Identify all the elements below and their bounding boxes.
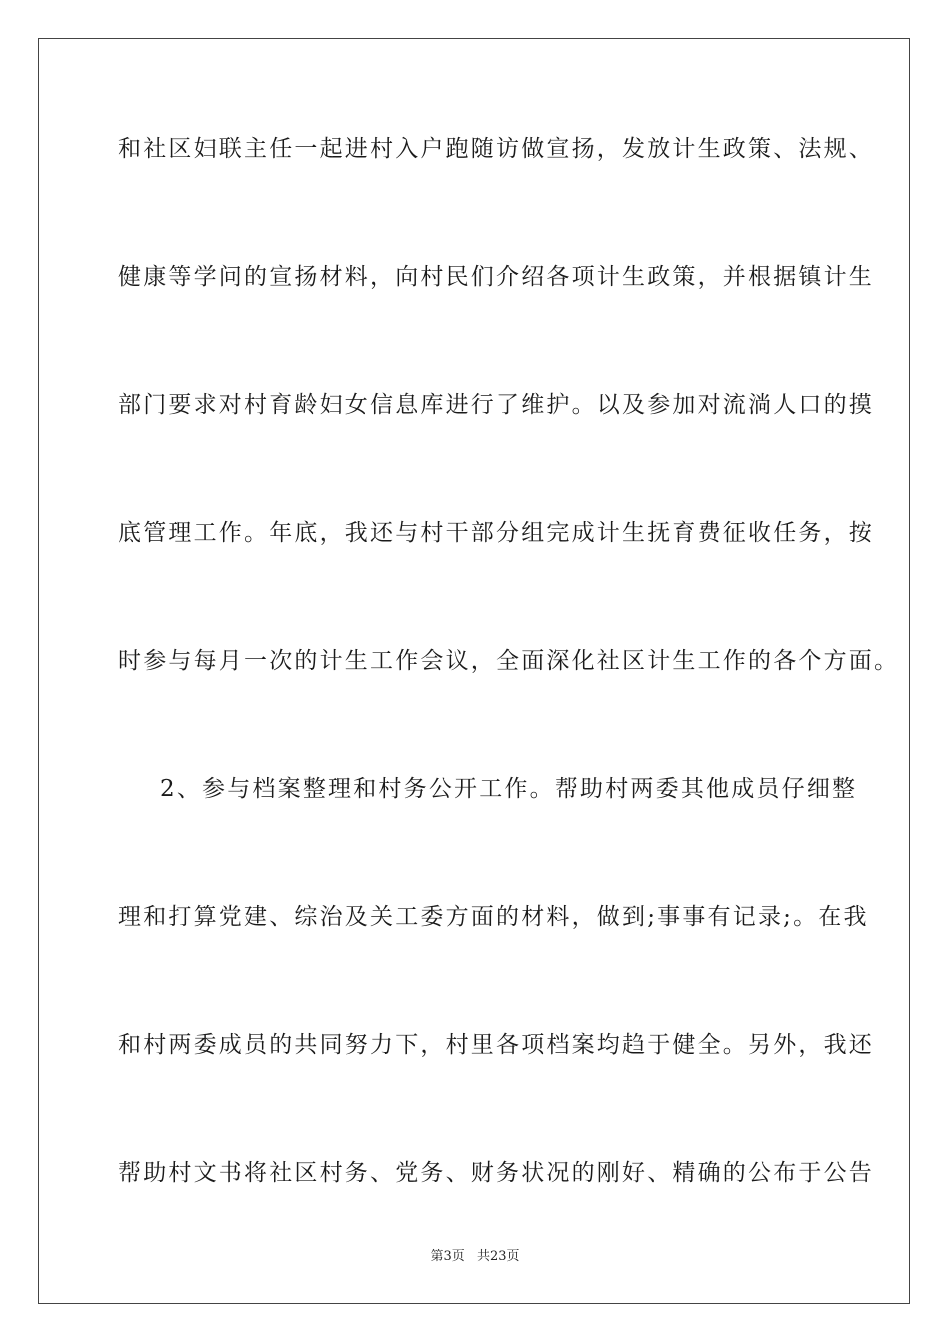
text-line: 底管理工作。年底，我还与村干部分组完成计生抚育费征收任务，按 [118, 520, 874, 546]
text-line: 部门要求对村育龄妇女信息库进行了维护。以及参加对流淌人口的摸 [118, 392, 874, 418]
text-line: 理和打算党建、综治及关工委方面的材料，做到;事事有记录;。在我 [118, 904, 869, 930]
page-number: 第3页 [430, 1249, 465, 1264]
text-line: 和社区妇联主任一起进村入户跑随访做宣扬，发放计生政策、法规、 [118, 136, 874, 162]
text-line: 时参与每月一次的计生工作会议，全面深化社区计生工作的各个方面。 [118, 648, 900, 674]
text-line: 帮助村文书将社区村务、党务、财务状况的刚好、精确的公布于公告 [118, 1160, 874, 1186]
page-total: 共23页 [476, 1249, 520, 1264]
paragraph-start-line: 2、参与档案整理和村务公开工作。帮助村两委其他成员仔细整 [160, 776, 858, 802]
page-footer [0, 1245, 950, 1264]
text-line: 和村两委成员的共同努力下，村里各项档案均趋于健全。另外，我还 [118, 1032, 874, 1058]
text-line: 健康等学问的宣扬材料，向村民们介绍各项计生政策，并根据镇计生 [118, 264, 874, 290]
